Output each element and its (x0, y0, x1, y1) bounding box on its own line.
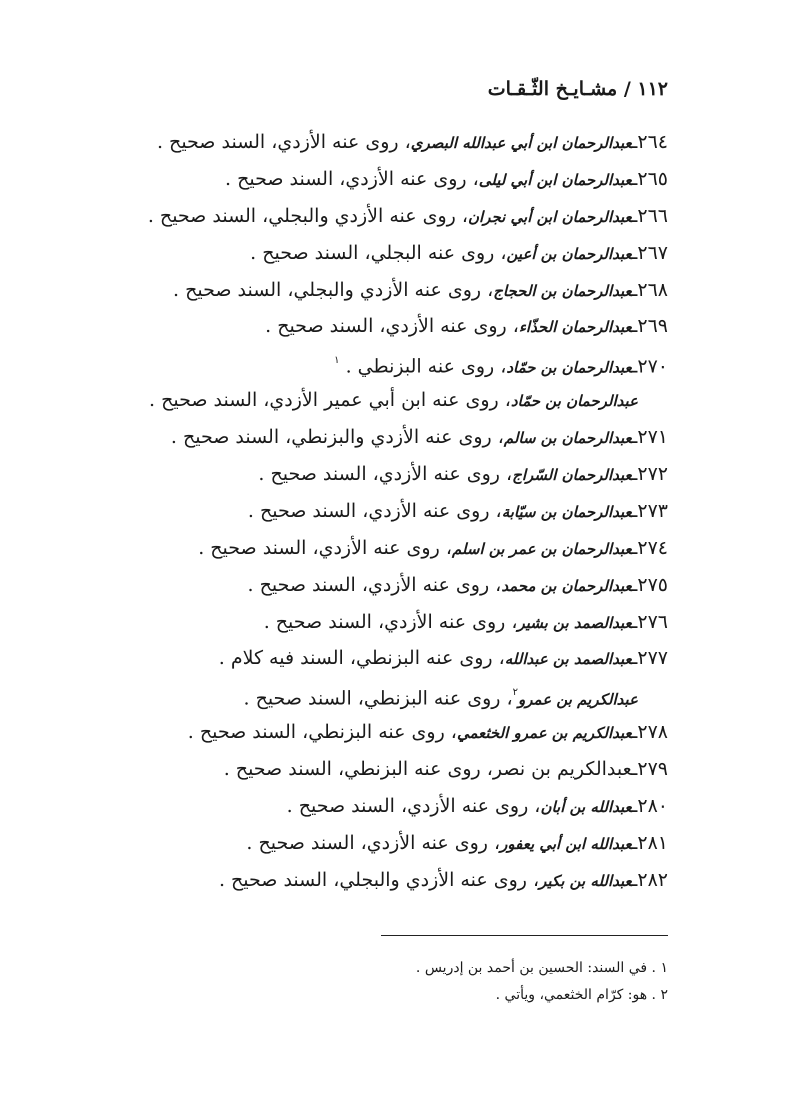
entry-text: ، روى عنه الأزدي والبجلي، السند صحيح . (218, 868, 540, 891)
entry-row (28, 677, 668, 714)
narrator-name: عبدالرحمان بن حمّاد (510, 392, 638, 411)
entry-text: ، روى عنه الأزدي، السند صحيح . (286, 795, 541, 818)
header-separator: / (617, 78, 638, 100)
entry-row (28, 567, 668, 604)
narrator-name: عبدالله بن أبان (540, 798, 632, 817)
entry-text: ، روى عنه الأزدي، السند صحيح . (265, 315, 519, 338)
entry-row (28, 345, 668, 382)
entry-text: ، روى عنه ابن أبي عمير الأزدي، السند صحيح . (149, 389, 511, 412)
narrator-name: عبدالرحمان بن سالم (503, 429, 632, 448)
entry-number: ٢٧٤ـ (631, 536, 668, 559)
entry-text: ، روى عنه البزنطي، السند صحيح . (243, 687, 513, 710)
entry-text: ، روى عنه الأزدي، السند صحيح . (247, 499, 502, 522)
entry-number: ٢٧٧ـ (631, 647, 668, 670)
page-number: ١١٢ (637, 78, 668, 100)
narrator-name: عبدالرحمان ابن أبي ليلى (478, 170, 632, 189)
narrator-name: عبدالكريم بن عمرو (518, 690, 638, 709)
entry-row (28, 124, 668, 161)
entry-number: ٢٦٦ـ (631, 204, 668, 227)
footnote: ١ . في السند: الحسين بن أحمد بن إدريس . (415, 960, 668, 976)
footnotes (416, 955, 668, 1009)
entry-text: ، روى عنه البجلي، السند صحيح . (250, 241, 507, 264)
entry-row (28, 235, 668, 272)
entry-text: ، روى عنه الأزدي والبزنطي، السند صحيح . (170, 426, 504, 449)
entry-row (28, 493, 668, 530)
entry-row (28, 788, 668, 825)
entry-row (28, 604, 668, 641)
entry-number: ٢٨٢ـ (631, 868, 668, 891)
narrator-name: عبدالرحمان بن الحجاج (493, 281, 632, 300)
narrator-name: عبدالرحمان الحذّاء (518, 318, 632, 337)
entry-row (28, 640, 668, 677)
entry-text: ، روى عنه البزنطي . (345, 355, 507, 378)
entry-text: ، روى عنه البزنطي، السند فيه كلام . (218, 647, 505, 670)
entry-row (28, 530, 668, 567)
entry-text: ، روى عنه الأزدي، السند صحيح . (263, 610, 518, 633)
entry-number: ٢٧٣ـ (631, 499, 668, 522)
entry-number: ٢٦٨ـ (631, 278, 668, 301)
entry-text: ، روى عنه الأزدي، السند صحيح . (156, 131, 411, 153)
entry-text: ، روى عنه الأزدي، السند صحيح . (225, 167, 479, 190)
entry-row (28, 419, 668, 456)
footnote-marker: ١ (334, 355, 340, 367)
entry-number: ٢٧٦ـ (631, 610, 668, 633)
book-title: مشـايـخ الثّـقـات (487, 78, 618, 100)
entry-number: ٢٦٧ـ (631, 241, 668, 264)
entry-text: ، روى عنه الأزدي والبجلي، السند صحيح . (173, 278, 494, 301)
entry-text: ، روى عنه الأزدي، السند صحيح . (258, 463, 513, 486)
narrator-name: عبدالرحمان بن أعين (506, 244, 632, 263)
entry-number: ٢٨٠ـ (631, 795, 668, 818)
entry-row (28, 198, 668, 235)
narrator-name: عبدالرحمان بن محمد (501, 576, 632, 595)
narrator-name: عبدالله بن بكير (539, 871, 632, 890)
entry-row (28, 272, 668, 309)
narrator-name: عبدالله ابن أبي يعفور (500, 834, 632, 853)
entry-number: ٢٦٥ـ (631, 167, 668, 190)
entry-number: ٢٧٨ـ (631, 721, 668, 744)
entry-row (28, 714, 668, 751)
entry-number: ٢٧٥ـ (631, 573, 668, 596)
entry-number: ٢٦٩ـ (631, 315, 668, 338)
entry-row (28, 382, 668, 419)
entry-row (28, 456, 668, 493)
entry-number: ٢٦٤ـ (631, 131, 668, 153)
narrator-name: عبدالكريم بن نصر (492, 758, 632, 781)
footnote-marker: ٢ (512, 687, 518, 699)
narrator-name: عبدالرحمان ابن أبي نجران (468, 207, 632, 226)
footnote-divider (381, 935, 668, 936)
entry-row (28, 862, 668, 899)
running-header (488, 78, 668, 100)
entry-text: ، روى عنه الأزدي، السند صحيح . (247, 573, 502, 596)
entry-number: ٢٧٢ـ (631, 463, 668, 486)
entry-text: ، روى عنه البزنطي، السند صحيح . (187, 721, 457, 744)
entry-number: ٢٧٠ـ (631, 355, 668, 378)
entry-row (28, 161, 668, 198)
entry-row (28, 825, 668, 862)
narrator-name: عبدالرحمان بن حمّاد (506, 358, 632, 377)
narrator-name: عبدالكريم بن عمرو الخثعمي (456, 724, 632, 743)
entry-number: ٢٧٩ـ (631, 758, 668, 781)
narrator-name: عبدالرحمان ابن أبي عبدالله البصري (410, 134, 632, 152)
narrator-name: عبدالرحمان بن عمر بن اسلم (451, 539, 632, 558)
entry-text: ، روى عنه البزنطي، السند صحيح . (223, 758, 493, 781)
entry-text: ، روى عنه الأزدي، السند صحيح . (246, 831, 501, 854)
entry-text: ، روى عنه الأزدي، السند صحيح . (198, 536, 452, 559)
entry-row (28, 308, 668, 345)
footnote: ٢ . هو: كرّام الخثعمي، ويأتي . (495, 987, 668, 1003)
narrator-name: عبدالرحمان السّراج (512, 466, 632, 485)
entry-text: ، روى عنه الأزدي والبجلي، السند صحيح . (147, 204, 469, 227)
narrator-name: عبدالرحمان بن سيّابة (501, 502, 632, 521)
narrator-name: عبدالصمد بن بشير (517, 613, 632, 632)
entry-number: ٢٨١ـ (631, 831, 668, 854)
narrator-name: عبدالصمد بن عبدالله (504, 650, 632, 669)
entry-number: ٢٧١ـ (631, 426, 668, 449)
entry-list (28, 124, 668, 899)
entry-row (28, 751, 668, 788)
